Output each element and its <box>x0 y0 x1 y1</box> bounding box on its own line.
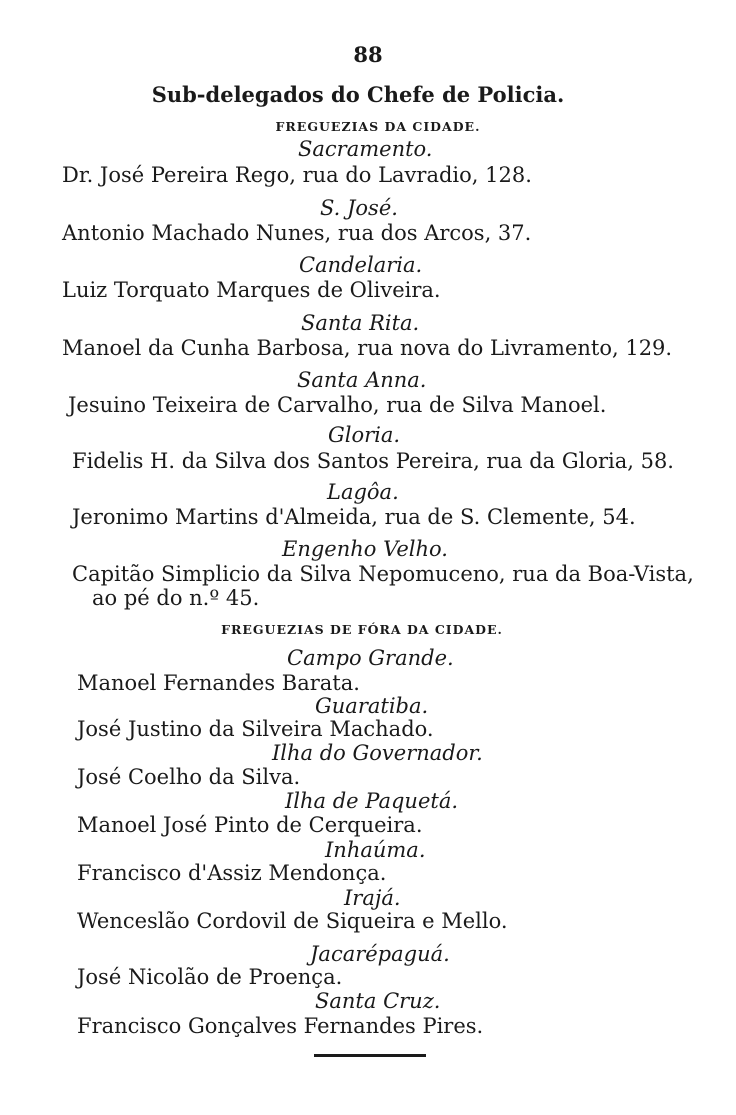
sub-delegate-entry: José Nicolão de Proença. <box>77 965 343 989</box>
parish-name: Campo Grande. <box>287 646 454 670</box>
sub-delegate-entry: Jeronimo Martins d'Almeida, rua de S. Clemente, 54. <box>72 505 636 529</box>
parish-name: Santa Cruz. <box>315 989 441 1013</box>
sub-delegate-entry: Fidelis H. da Silva dos Santos Pereira, rua da Gloria, 58. <box>72 449 674 473</box>
parish-name: Santa Rita. <box>301 311 420 335</box>
parish-name: Santa Anna. <box>297 368 427 392</box>
parish-name: Jacarépaguá. <box>310 942 450 966</box>
sub-delegate-entry: Antonio Machado Nunes, rua dos Arcos, 37. <box>62 221 532 245</box>
parish-name: Candelaria. <box>299 253 423 277</box>
page-title: Sub-delegados do Chefe de Policia. <box>151 82 565 107</box>
parish-name: Inhaúma. <box>325 838 426 862</box>
sub-delegate-entry: Manoel Fernandes Barata. <box>77 671 360 695</box>
parish-name: Irajá. <box>344 886 401 910</box>
sub-delegate-entry: Francisco d'Assiz Mendonça. <box>77 861 387 885</box>
parish-name: Guaratiba. <box>315 694 429 718</box>
parish-name: Gloria. <box>328 423 401 447</box>
sub-delegate-entry: Manoel da Cunha Barbosa, rua nova do Livramento, 129. <box>62 336 673 360</box>
section-heading-city: FREGUEZIAS DA CIDADE. <box>275 119 481 134</box>
parish-name: Ilha de Paquetá. <box>285 789 459 813</box>
parish-name: Ilha do Governador. <box>272 741 483 765</box>
sub-delegate-entry: Wenceslão Cordovil de Siqueira e Mello. <box>77 909 508 933</box>
sub-delegate-entry: José Coelho da Silva. <box>77 765 301 789</box>
sub-delegate-entry: José Justino da Silveira Machado. <box>77 717 434 741</box>
parish-name: Engenho Velho. <box>282 537 448 561</box>
closing-rule <box>314 1054 426 1057</box>
parish-name: Sacramento. <box>298 137 433 161</box>
section-heading-outside: FREGUEZIAS DE FÓRA DA CIDADE. <box>221 622 503 637</box>
page-number: 88 <box>353 42 383 67</box>
sub-delegate-entry: Jesuino Teixeira de Carvalho, rua de Silva Manoel. <box>68 393 607 417</box>
sub-delegate-entry: Luiz Torquato Marques de Oliveira. <box>62 278 441 302</box>
parish-name: Lagôa. <box>327 480 399 504</box>
sub-delegate-entry: Manoel José Pinto de Cerqueira. <box>77 813 423 837</box>
sub-delegate-entry-continuation: ao pé do n.º 45. <box>92 586 260 610</box>
sub-delegate-entry: Francisco Gonçalves Fernandes Pires. <box>77 1014 484 1038</box>
sub-delegate-entry: Dr. José Pereira Rego, rua do Lavradio, 128. <box>62 163 532 187</box>
parish-name: S. José. <box>320 196 398 220</box>
sub-delegate-entry: Capitão Simplicio da Silva Nepomuceno, rua da Boa-Vista, <box>72 562 694 586</box>
